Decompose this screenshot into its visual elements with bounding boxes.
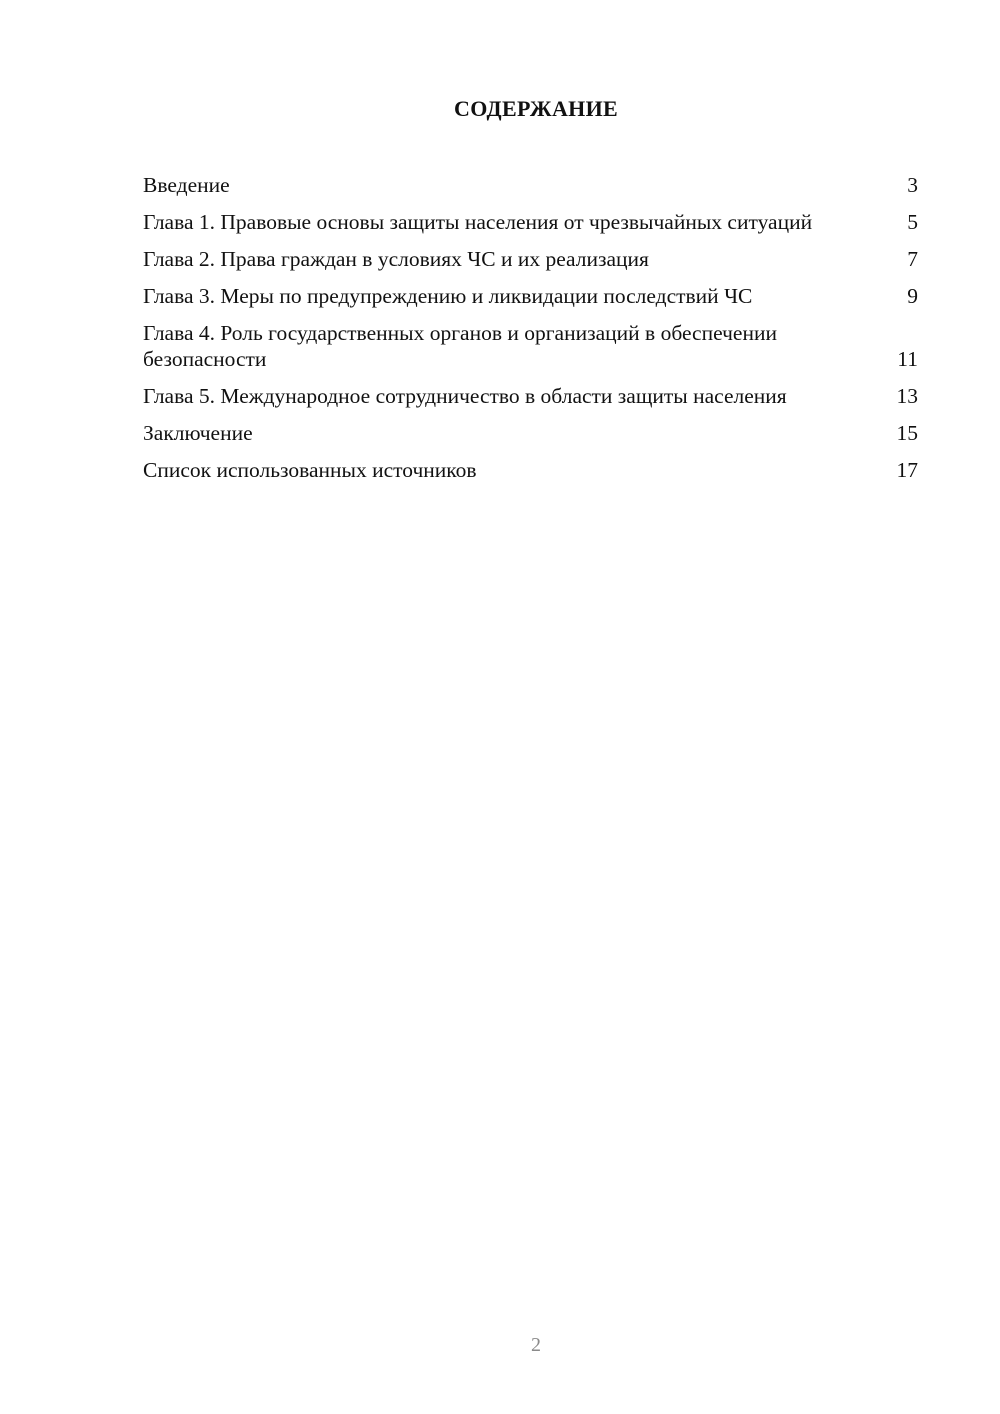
toc-item-page: 17 [896, 458, 918, 482]
page-number: 2 [531, 1334, 541, 1356]
toc-item-conclusion [143, 420, 918, 446]
toc-item-label: Список использованных источников [143, 458, 477, 482]
toc-item-page: 3 [907, 173, 918, 197]
toc-item-label: Глава 2. Права граждан в условиях ЧС и их реализация [143, 247, 649, 271]
toc-item-page: 5 [907, 210, 918, 234]
toc-item-page: 9 [907, 284, 918, 308]
page-title: СОДЕРЖАНИЕ [454, 96, 618, 121]
toc-item-label: Глава 4. Роль государственных органов и организаций в обеспечении безопасности [143, 321, 777, 371]
table-of-contents [143, 172, 918, 494]
toc-item-chapter-5 [143, 383, 918, 409]
toc-item-label: Глава 1. Правовые основы защиты населения от чрезвычайных ситуаций [143, 210, 813, 234]
toc-item-label: Введение [143, 173, 230, 197]
toc-item-chapter-3 [143, 283, 918, 309]
toc-item-label: Глава 5. Международное сотрудничество в области защиты населения [143, 384, 787, 408]
toc-item-introduction [143, 172, 918, 198]
toc-item-page: 7 [907, 247, 918, 271]
toc-item-chapter-2 [143, 246, 918, 272]
toc-item-chapter-4 [143, 320, 918, 372]
toc-item-label: Глава 3. Меры по предупреждению и ликвидации последствий ЧС [143, 284, 753, 308]
toc-item-chapter-1 [143, 209, 918, 235]
toc-item-page: 11 [897, 347, 918, 371]
toc-item-references [143, 457, 918, 483]
toc-item-page: 15 [896, 421, 918, 445]
toc-item-page: 13 [896, 384, 918, 408]
toc-item-label: Заключение [143, 421, 253, 445]
